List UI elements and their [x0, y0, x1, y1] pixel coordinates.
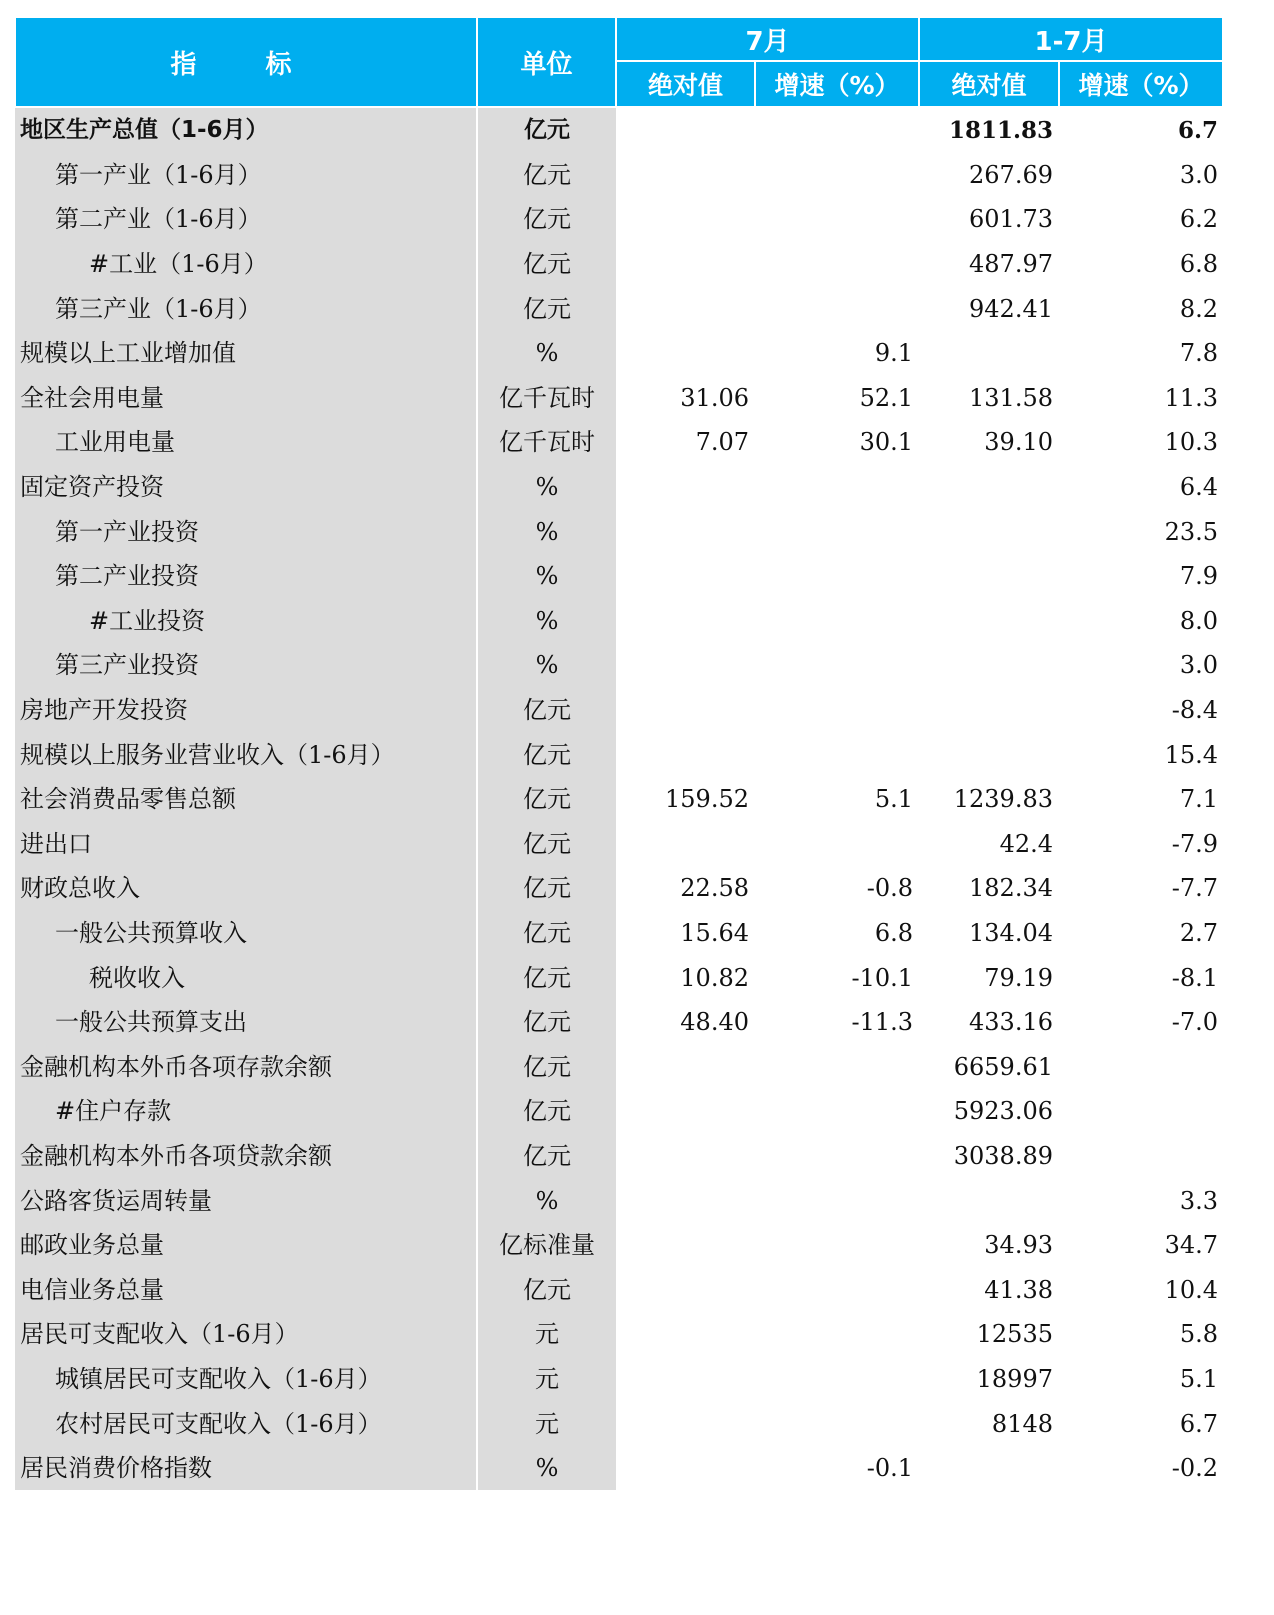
month-growth	[755, 1312, 919, 1357]
cumulative-growth: 6.8	[1059, 242, 1223, 287]
row-indicator: #工业（1-6月）	[15, 242, 477, 287]
row-indicator: #工业投资	[15, 599, 477, 644]
table-row	[15, 1044, 1223, 1089]
month-growth	[755, 1089, 919, 1134]
month-abs-value	[616, 242, 755, 287]
row-indicator: #住户存款	[15, 1089, 477, 1134]
row-unit: %	[477, 643, 616, 688]
row-indicator: 金融机构本外币各项贷款余额	[15, 1134, 477, 1179]
table-row	[15, 1312, 1223, 1357]
month-growth	[755, 153, 919, 198]
cumulative-growth: -7.7	[1059, 866, 1223, 911]
table-row	[15, 197, 1223, 242]
month-growth	[755, 1401, 919, 1446]
month-growth	[755, 1357, 919, 1402]
table-row	[15, 1178, 1223, 1223]
row-unit: 元	[477, 1401, 616, 1446]
month-growth: 6.8	[755, 911, 919, 956]
cumulative-abs-value	[919, 554, 1059, 599]
row-unit: 亿元	[477, 1267, 616, 1312]
table-row	[15, 599, 1223, 644]
table-row	[15, 331, 1223, 376]
month-abs-value-header: 绝对值	[616, 61, 755, 107]
row-unit: 亿元	[477, 822, 616, 867]
month-growth	[755, 242, 919, 287]
row-unit: 亿元	[477, 1000, 616, 1045]
month-abs-value	[616, 1401, 755, 1446]
month-growth: 5.1	[755, 777, 919, 822]
row-unit: 亿元	[477, 107, 616, 153]
table-row	[15, 1401, 1223, 1446]
table-row	[15, 153, 1223, 198]
month-abs-value	[616, 554, 755, 599]
cumulative-abs-value: 182.34	[919, 866, 1059, 911]
row-indicator: 一般公共预算支出	[15, 1000, 477, 1045]
row-indicator: 居民消费价格指数	[15, 1446, 477, 1491]
month-abs-value	[616, 286, 755, 331]
row-indicator: 地区生产总值（1-6月）	[15, 107, 477, 153]
cumulative-growth: -0.2	[1059, 1446, 1223, 1491]
month-growth	[755, 107, 919, 153]
cumulative-abs-value: 942.41	[919, 286, 1059, 331]
month-abs-value	[616, 1044, 755, 1089]
cumulative-abs-value: 601.73	[919, 197, 1059, 242]
row-unit: 亿元	[477, 955, 616, 1000]
month-abs-value	[616, 465, 755, 510]
table-row	[15, 1446, 1223, 1491]
row-unit: 亿千瓦时	[477, 376, 616, 421]
month-abs-value	[616, 1089, 755, 1134]
month-abs-value: 15.64	[616, 911, 755, 956]
row-unit: %	[477, 331, 616, 376]
row-indicator: 公路客货运周转量	[15, 1178, 477, 1223]
month-growth: -10.1	[755, 955, 919, 1000]
row-unit: 亿元	[477, 688, 616, 733]
month-abs-value: 22.58	[616, 866, 755, 911]
row-indicator: 第一产业（1-6月）	[15, 153, 477, 198]
month-abs-value	[616, 643, 755, 688]
row-unit: %	[477, 465, 616, 510]
table-row	[15, 286, 1223, 331]
month-growth	[755, 1044, 919, 1089]
row-unit: 亿元	[477, 242, 616, 287]
cumulative-abs-value	[919, 1446, 1059, 1491]
cumulative-abs-value: 131.58	[919, 376, 1059, 421]
table-row	[15, 1267, 1223, 1312]
row-unit: 亿元	[477, 153, 616, 198]
row-unit: 亿元	[477, 732, 616, 777]
cumulative-abs-value	[919, 688, 1059, 733]
cumulative-growth	[1059, 1089, 1223, 1134]
cumulative-abs-value: 42.4	[919, 822, 1059, 867]
month-abs-value	[616, 1134, 755, 1179]
month-abs-value	[616, 1223, 755, 1268]
table-row	[15, 465, 1223, 510]
row-indicator: 一般公共预算收入	[15, 911, 477, 956]
month-growth	[755, 643, 919, 688]
row-unit: %	[477, 599, 616, 644]
month-abs-value	[616, 1267, 755, 1312]
month-abs-value: 7.07	[616, 420, 755, 465]
table-row	[15, 509, 1223, 554]
cumulative-abs-value: 39.10	[919, 420, 1059, 465]
row-unit: 亿元	[477, 777, 616, 822]
row-unit: 亿元	[477, 286, 616, 331]
row-indicator: 第三产业（1-6月）	[15, 286, 477, 331]
cumulative-growth: 6.7	[1059, 107, 1223, 153]
row-indicator: 全社会用电量	[15, 376, 477, 421]
row-indicator: 固定资产投资	[15, 465, 477, 510]
month-growth: -0.1	[755, 1446, 919, 1491]
row-indicator: 工业用电量	[15, 420, 477, 465]
month-growth	[755, 1134, 919, 1179]
table-row	[15, 1000, 1223, 1045]
cumulative-abs-value	[919, 1178, 1059, 1223]
table-row	[15, 1223, 1223, 1268]
month-growth	[755, 197, 919, 242]
cumulative-growth: 3.3	[1059, 1178, 1223, 1223]
cumulative-growth: -8.4	[1059, 688, 1223, 733]
month-growth: 52.1	[755, 376, 919, 421]
row-unit: 元	[477, 1312, 616, 1357]
row-unit: 亿标准量	[477, 1223, 616, 1268]
cumulative-abs-value: 8148	[919, 1401, 1059, 1446]
row-unit: 亿元	[477, 866, 616, 911]
month-abs-value	[616, 599, 755, 644]
month-growth	[755, 1223, 919, 1268]
cumulative-abs-value: 41.38	[919, 1267, 1059, 1312]
cumulative-growth: 11.3	[1059, 376, 1223, 421]
row-indicator: 电信业务总量	[15, 1267, 477, 1312]
cumulative-growth: 10.3	[1059, 420, 1223, 465]
row-unit: 亿元	[477, 911, 616, 956]
row-unit: %	[477, 1446, 616, 1491]
month-abs-value	[616, 822, 755, 867]
month-growth	[755, 599, 919, 644]
month-abs-value	[616, 1446, 755, 1491]
row-unit: 亿元	[477, 1134, 616, 1179]
month-abs-value	[616, 1312, 755, 1357]
cumulative-abs-value	[919, 331, 1059, 376]
cumulative-abs-value: 1811.83	[919, 107, 1059, 153]
cumulative-growth: 15.4	[1059, 732, 1223, 777]
month-growth	[755, 509, 919, 554]
cumulative-growth: 7.1	[1059, 777, 1223, 822]
month-abs-value	[616, 153, 755, 198]
table-row	[15, 242, 1223, 287]
cumulative-abs-value: 34.93	[919, 1223, 1059, 1268]
cumulative-growth: -7.0	[1059, 1000, 1223, 1045]
table-body	[15, 107, 1223, 1490]
cumulative-growth: 2.7	[1059, 911, 1223, 956]
table-row	[15, 554, 1223, 599]
row-unit: 元	[477, 1357, 616, 1402]
row-indicator: 房地产开发投资	[15, 688, 477, 733]
row-indicator: 第二产业（1-6月）	[15, 197, 477, 242]
cumulative-growth	[1059, 1134, 1223, 1179]
cumulative-growth: 6.4	[1059, 465, 1223, 510]
cumulative-growth: 5.8	[1059, 1312, 1223, 1357]
table-row	[15, 866, 1223, 911]
month-growth: 9.1	[755, 331, 919, 376]
month-abs-value	[616, 331, 755, 376]
month-abs-value: 159.52	[616, 777, 755, 822]
row-indicator: 第一产业投资	[15, 509, 477, 554]
row-indicator: 邮政业务总量	[15, 1223, 477, 1268]
month-abs-value	[616, 1357, 755, 1402]
row-indicator: 金融机构本外币各项存款余额	[15, 1044, 477, 1089]
month-abs-value	[616, 732, 755, 777]
row-indicator: 第三产业投资	[15, 643, 477, 688]
cumulative-growth-header: 增速（%）	[1059, 61, 1223, 107]
table-row	[15, 420, 1223, 465]
cumulative-growth: 34.7	[1059, 1223, 1223, 1268]
row-unit: %	[477, 1178, 616, 1223]
row-unit: 亿千瓦时	[477, 420, 616, 465]
row-indicator: 居民可支配收入（1-6月）	[15, 1312, 477, 1357]
row-unit: 亿元	[477, 1044, 616, 1089]
cumulative-growth	[1059, 1044, 1223, 1089]
month-growth	[755, 286, 919, 331]
indicator-header: 指 标	[15, 17, 477, 107]
cumulative-abs-value	[919, 599, 1059, 644]
row-indicator: 财政总收入	[15, 866, 477, 911]
month-abs-value: 48.40	[616, 1000, 755, 1045]
row-unit: %	[477, 554, 616, 599]
table-row	[15, 1089, 1223, 1134]
cumulative-growth: 7.9	[1059, 554, 1223, 599]
row-unit: 亿元	[477, 1089, 616, 1134]
table-row	[15, 376, 1223, 421]
month-growth	[755, 1267, 919, 1312]
cumulative-abs-value: 433.16	[919, 1000, 1059, 1045]
cumulative-abs-value	[919, 465, 1059, 510]
unit-header: 单位	[477, 17, 616, 107]
row-unit: %	[477, 509, 616, 554]
month-abs-value	[616, 509, 755, 554]
month-growth	[755, 1178, 919, 1223]
table-row	[15, 911, 1223, 956]
table-row	[15, 822, 1223, 867]
table-row	[15, 643, 1223, 688]
row-indicator: 规模以上工业增加值	[15, 331, 477, 376]
cumulative-growth: 6.7	[1059, 1401, 1223, 1446]
cumulative-abs-value: 267.69	[919, 153, 1059, 198]
row-indicator: 第二产业投资	[15, 554, 477, 599]
table-row	[15, 777, 1223, 822]
cumulative-growth: 3.0	[1059, 153, 1223, 198]
month-abs-value: 31.06	[616, 376, 755, 421]
month-growth: -11.3	[755, 1000, 919, 1045]
row-indicator: 进出口	[15, 822, 477, 867]
month-growth	[755, 822, 919, 867]
row-indicator: 城镇居民可支配收入（1-6月）	[15, 1357, 477, 1402]
row-indicator: 规模以上服务业营业收入（1-6月）	[15, 732, 477, 777]
row-indicator: 农村居民可支配收入（1-6月）	[15, 1401, 477, 1446]
month-abs-value	[616, 1178, 755, 1223]
table-row	[15, 688, 1223, 733]
cumulative-growth: -8.1	[1059, 955, 1223, 1000]
cumulative-abs-value-header: 绝对值	[919, 61, 1059, 107]
cumulative-abs-value	[919, 509, 1059, 554]
month-abs-value	[616, 197, 755, 242]
cumulative-growth: 8.2	[1059, 286, 1223, 331]
month-growth	[755, 732, 919, 777]
month-abs-value	[616, 688, 755, 733]
table-row	[15, 732, 1223, 777]
table-row	[15, 1357, 1223, 1402]
statistics-table	[14, 16, 1224, 1490]
cumulative-abs-value: 12535	[919, 1312, 1059, 1357]
month-header: 7月	[616, 17, 919, 61]
cumulative-abs-value: 5923.06	[919, 1089, 1059, 1134]
table-header	[15, 17, 1223, 107]
month-growth	[755, 688, 919, 733]
cumulative-growth: 7.8	[1059, 331, 1223, 376]
cumulative-growth: 6.2	[1059, 197, 1223, 242]
cumulative-abs-value: 6659.61	[919, 1044, 1059, 1089]
cumulative-abs-value: 1239.83	[919, 777, 1059, 822]
cumulative-growth: 8.0	[1059, 599, 1223, 644]
cumulative-abs-value: 79.19	[919, 955, 1059, 1000]
row-unit: 亿元	[477, 197, 616, 242]
month-growth: 30.1	[755, 420, 919, 465]
cumulative-abs-value	[919, 643, 1059, 688]
row-indicator: 社会消费品零售总额	[15, 777, 477, 822]
table-row	[15, 107, 1223, 153]
cumulative-growth: 23.5	[1059, 509, 1223, 554]
table-row	[15, 1134, 1223, 1179]
cumulative-growth: -7.9	[1059, 822, 1223, 867]
month-abs-value	[616, 107, 755, 153]
month-growth	[755, 554, 919, 599]
month-growth	[755, 465, 919, 510]
cumulative-growth: 3.0	[1059, 643, 1223, 688]
cumulative-abs-value: 18997	[919, 1357, 1059, 1402]
table-row	[15, 955, 1223, 1000]
cumulative-growth: 5.1	[1059, 1357, 1223, 1402]
cumulative-abs-value: 487.97	[919, 242, 1059, 287]
cumulative-abs-value: 3038.89	[919, 1134, 1059, 1179]
month-abs-value: 10.82	[616, 955, 755, 1000]
month-growth: -0.8	[755, 866, 919, 911]
cumulative-growth: 10.4	[1059, 1267, 1223, 1312]
cumulative-abs-value: 134.04	[919, 911, 1059, 956]
month-growth-header: 增速（%）	[755, 61, 919, 107]
cumulative-header: 1-7月	[919, 17, 1223, 61]
row-indicator: 税收收入	[15, 955, 477, 1000]
cumulative-abs-value	[919, 732, 1059, 777]
